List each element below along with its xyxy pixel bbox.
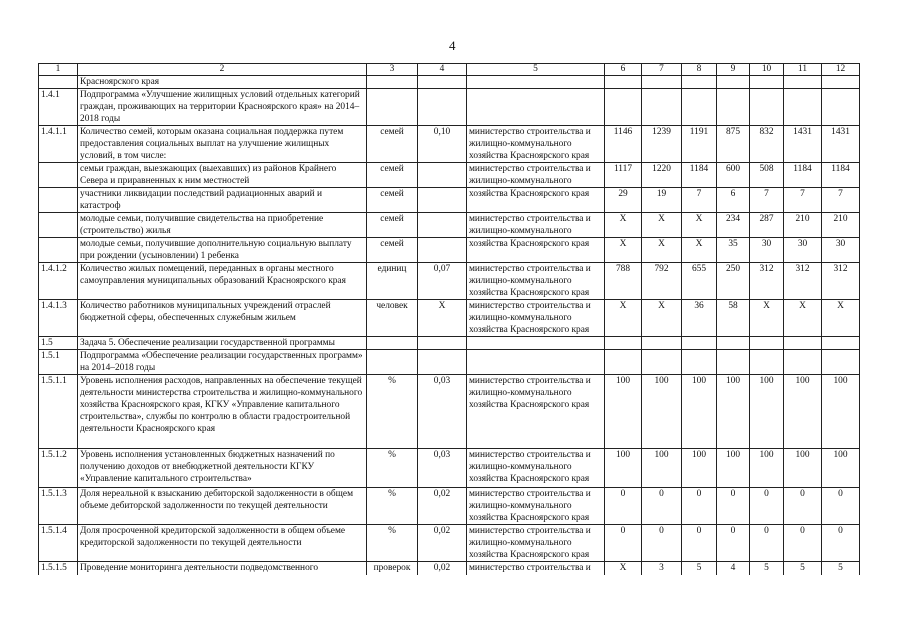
source-cell: министерство строительства и жилищно-коммунального хозяйства Красноярского края [467, 126, 605, 163]
column-number: 2 [78, 64, 367, 76]
value-cell [682, 337, 717, 350]
value-cell [822, 337, 860, 350]
value-cell: 0 [642, 488, 682, 525]
column-number: 9 [717, 64, 750, 76]
value-cell: 100 [750, 375, 784, 449]
row-number: 1.4.1.2 [39, 263, 78, 300]
row-number: 1.5.1.3 [39, 488, 78, 525]
row-number [39, 188, 78, 213]
column-number: 5 [467, 64, 605, 76]
row-number: 1.5 [39, 337, 78, 350]
value-cell [717, 89, 750, 126]
unit-cell: человек [367, 300, 418, 337]
indicator-name: участники ликвидации последствий радиационных аварий и катастроф [78, 188, 367, 213]
weight-cell: 0,03 [418, 449, 467, 488]
value-cell: 7 [750, 188, 784, 213]
indicator-name: семьи граждан, выезжающих (выехавших) из районов Крайнего Севера и приравненных к ним местностей [78, 163, 367, 188]
indicator-name: молодые семьи, получившие свидетельства на приобретение (строительство) жилья [78, 213, 367, 238]
source-cell: министерство строительства и жилищно-коммунального хозяйства Красноярского края [467, 375, 605, 449]
indicator-name: Количество жилых помещений, переданных в органы местного самоуправления муниципальных образований Красноярского края [78, 263, 367, 300]
weight-cell [418, 163, 467, 188]
value-cell: 0 [717, 488, 750, 525]
value-cell: 29 [605, 188, 642, 213]
unit-cell: единиц [367, 263, 418, 300]
value-cell: Х [682, 238, 717, 263]
table-row [39, 562, 860, 575]
unit-cell: % [367, 375, 418, 449]
table-row [39, 350, 860, 375]
indicator-name: Проведение мониторинга деятельности подведомственного [78, 562, 367, 575]
value-cell [605, 350, 642, 375]
value-cell: 0 [605, 488, 642, 525]
value-cell: 100 [682, 375, 717, 449]
weight-cell [418, 213, 467, 238]
column-number: 6 [605, 64, 642, 76]
indicator-name: Количество работников муниципальных учреждений отраслей бюджетной сферы, обеспеченных служебным жильем [78, 300, 367, 337]
table-row [39, 337, 860, 350]
column-number: 10 [750, 64, 784, 76]
indicator-name: Подпрограмма «Обеспечение реализации государственных программ» на 2014–2018 годы [78, 350, 367, 375]
value-cell: 58 [717, 300, 750, 337]
source-cell: министерство строительства и [467, 562, 605, 575]
value-cell: 100 [784, 375, 822, 449]
value-cell: 36 [682, 300, 717, 337]
row-number [39, 213, 78, 238]
value-cell: 287 [750, 213, 784, 238]
table-row [39, 263, 860, 300]
column-number: 7 [642, 64, 682, 76]
value-cell: 1184 [682, 163, 717, 188]
value-cell: Х [605, 300, 642, 337]
value-cell: 5 [822, 562, 860, 575]
indicator-name: Доля просроченной кредиторской задолженности в общем объеме кредиторской задолженности по текущей деятельности [78, 525, 367, 562]
value-cell [605, 76, 642, 89]
value-cell: 100 [717, 449, 750, 488]
column-number: 12 [822, 64, 860, 76]
value-cell: 875 [717, 126, 750, 163]
value-cell [642, 350, 682, 375]
value-cell: 312 [822, 263, 860, 300]
value-cell [784, 350, 822, 375]
row-number: 1.5.1.5 [39, 562, 78, 575]
value-cell: 35 [717, 238, 750, 263]
value-cell: 0 [784, 525, 822, 562]
page-number: 4 [449, 38, 456, 53]
value-cell: 210 [784, 213, 822, 238]
unit-cell: семей [367, 126, 418, 163]
value-cell: 600 [717, 163, 750, 188]
unit-cell: семей [367, 213, 418, 238]
source-cell: министерство строительства и жилищно-коммунального хозяйства Красноярского края [467, 300, 605, 337]
table-row [39, 300, 860, 337]
value-cell: 30 [822, 238, 860, 263]
source-cell [467, 76, 605, 89]
value-cell: 100 [642, 375, 682, 449]
column-number-row [39, 64, 860, 76]
value-cell: Х [682, 213, 717, 238]
value-cell [682, 76, 717, 89]
column-number: 8 [682, 64, 717, 76]
value-cell: 250 [717, 263, 750, 300]
value-cell: Х [784, 300, 822, 337]
source-cell [467, 337, 605, 350]
source-cell: министерство строительства и жилищно-коммунального [467, 213, 605, 238]
table-row [39, 89, 860, 126]
row-number [39, 76, 78, 89]
value-cell: 30 [750, 238, 784, 263]
value-cell [717, 350, 750, 375]
value-cell: 6 [717, 188, 750, 213]
value-cell: 508 [750, 163, 784, 188]
unit-cell: проверок [367, 562, 418, 575]
unit-cell: % [367, 488, 418, 525]
value-cell: 0 [682, 488, 717, 525]
row-number: 1.5.1.2 [39, 449, 78, 488]
column-number: 4 [418, 64, 467, 76]
indicator-name: молодые семьи, получившие дополнительную социальную выплату при рождении (усыновлении) 1 ребенка [78, 238, 367, 263]
value-cell: 100 [822, 449, 860, 488]
indicators-table [38, 63, 860, 575]
value-cell: 1117 [605, 163, 642, 188]
unit-cell [367, 76, 418, 89]
value-cell: 4 [717, 562, 750, 575]
value-cell: 7 [682, 188, 717, 213]
value-cell: 0 [750, 488, 784, 525]
value-cell: 1146 [605, 126, 642, 163]
value-cell: Х [750, 300, 784, 337]
value-cell: 788 [605, 263, 642, 300]
source-cell [467, 89, 605, 126]
weight-cell: 0,03 [418, 375, 467, 449]
column-number: 1 [39, 64, 78, 76]
row-number [39, 163, 78, 188]
value-cell: 19 [642, 188, 682, 213]
table-row [39, 76, 860, 89]
source-cell: хозяйства Красноярского края [467, 238, 605, 263]
weight-cell: 0,02 [418, 562, 467, 575]
value-cell: 100 [642, 449, 682, 488]
value-cell: 312 [750, 263, 784, 300]
source-cell: министерство строительства и жилищно-коммунального хозяйства Красноярского края [467, 525, 605, 562]
value-cell [750, 76, 784, 89]
unit-cell: семей [367, 238, 418, 263]
value-cell [642, 76, 682, 89]
indicator-name: Подпрограмма «Улучшение жилищных условий отдельных категорий граждан, проживающих на территории Красноярского края» на 2014–2018 годы [78, 89, 367, 126]
value-cell: 5 [682, 562, 717, 575]
row-number [39, 238, 78, 263]
value-cell: 0 [822, 525, 860, 562]
value-cell: 100 [784, 449, 822, 488]
value-cell: 1431 [822, 126, 860, 163]
value-cell: 0 [642, 525, 682, 562]
unit-cell: семей [367, 188, 418, 213]
value-cell: 210 [822, 213, 860, 238]
value-cell [642, 89, 682, 126]
value-cell: 30 [784, 238, 822, 263]
value-cell: Х [642, 238, 682, 263]
value-cell [717, 337, 750, 350]
column-number: 11 [784, 64, 822, 76]
table-row [39, 488, 860, 525]
value-cell [784, 337, 822, 350]
indicator-name: Уровень исполнения установленных бюджетных назначений по получению доходов от внебюджетной деятельности КГКУ «Управление капитального строительства» [78, 449, 367, 488]
source-cell [467, 350, 605, 375]
value-cell: 0 [750, 525, 784, 562]
row-number: 1.5.1 [39, 350, 78, 375]
table-row [39, 213, 860, 238]
value-cell: 5 [750, 562, 784, 575]
value-cell: 655 [682, 263, 717, 300]
source-cell: министерство строительства и жилищно-коммунального [467, 163, 605, 188]
column-number: 3 [367, 64, 418, 76]
value-cell [784, 76, 822, 89]
weight-cell: 0,02 [418, 488, 467, 525]
unit-cell: % [367, 449, 418, 488]
value-cell: 5 [784, 562, 822, 575]
indicator-name: Доля нереальной к взысканию дебиторской задолженности в общем объеме дебиторской задолженности по текущей деятельности [78, 488, 367, 525]
table-row [39, 163, 860, 188]
indicator-name: Задача 5. Обеспечение реализации государственной программы [78, 337, 367, 350]
table-row [39, 126, 860, 163]
value-cell: Х [642, 300, 682, 337]
table-row [39, 238, 860, 263]
value-cell [784, 89, 822, 126]
value-cell [822, 76, 860, 89]
value-cell: 234 [717, 213, 750, 238]
value-cell: Х [605, 238, 642, 263]
value-cell: 832 [750, 126, 784, 163]
table-row [39, 525, 860, 562]
value-cell: Х [605, 562, 642, 575]
value-cell [750, 89, 784, 126]
value-cell: 0 [717, 525, 750, 562]
value-cell: 1431 [784, 126, 822, 163]
weight-cell [418, 188, 467, 213]
source-cell: министерство строительства и жилищно-коммунального хозяйства Красноярского края [467, 488, 605, 525]
value-cell [642, 337, 682, 350]
row-number: 1.5.1.1 [39, 375, 78, 449]
unit-cell: % [367, 525, 418, 562]
weight-cell [418, 238, 467, 263]
value-cell: 312 [784, 263, 822, 300]
weight-cell: 0,02 [418, 525, 467, 562]
table-row [39, 188, 860, 213]
source-cell: министерство строительства и жилищно-коммунального хозяйства Красноярского края [467, 449, 605, 488]
value-cell: 100 [717, 375, 750, 449]
indicator-name: Красноярского края [78, 76, 367, 89]
value-cell [822, 89, 860, 126]
value-cell: 100 [682, 449, 717, 488]
value-cell [682, 89, 717, 126]
weight-cell [418, 350, 467, 375]
value-cell: 100 [822, 375, 860, 449]
value-cell: Х [822, 300, 860, 337]
weight-cell [418, 89, 467, 126]
value-cell [750, 337, 784, 350]
value-cell: 100 [605, 449, 642, 488]
row-number: 1.4.1.3 [39, 300, 78, 337]
unit-cell [367, 337, 418, 350]
value-cell [750, 350, 784, 375]
value-cell: 0 [822, 488, 860, 525]
weight-cell: 0,10 [418, 126, 467, 163]
value-cell: 1184 [784, 163, 822, 188]
value-cell: 1220 [642, 163, 682, 188]
value-cell [717, 76, 750, 89]
unit-cell [367, 89, 418, 126]
unit-cell [367, 350, 418, 375]
row-number: 1.4.1.1 [39, 126, 78, 163]
source-cell: министерство строительства и жилищно-коммунального хозяйства Красноярского края [467, 263, 605, 300]
value-cell: 100 [750, 449, 784, 488]
unit-cell: семей [367, 163, 418, 188]
value-cell: 0 [784, 488, 822, 525]
table-row [39, 449, 860, 488]
value-cell [822, 350, 860, 375]
weight-cell [418, 76, 467, 89]
row-number: 1.4.1 [39, 89, 78, 126]
value-cell [605, 89, 642, 126]
value-cell: 0 [605, 525, 642, 562]
weight-cell: Х [418, 300, 467, 337]
value-cell: 1239 [642, 126, 682, 163]
value-cell: 100 [605, 375, 642, 449]
indicator-name: Уровень исполнения расходов, направленных на обеспечение текущей деятельности министерства строительства и жилищно-коммунального хозяйства Красноярского края, КГКУ «Управление капитального строительства», службы по контролю в области градостроительной деятельности Красноярского края [78, 375, 367, 449]
value-cell: Х [605, 213, 642, 238]
value-cell: Х [642, 213, 682, 238]
value-cell: 7 [784, 188, 822, 213]
value-cell: 1184 [822, 163, 860, 188]
row-number: 1.5.1.4 [39, 525, 78, 562]
value-cell [682, 350, 717, 375]
weight-cell [418, 337, 467, 350]
table-row [39, 375, 860, 449]
value-cell: 7 [822, 188, 860, 213]
indicator-name: Количество семей, которым оказана социальная поддержка путем предоставления социальных выплат на улучшение жилищных условий, в том числе: [78, 126, 367, 163]
source-cell: хозяйства Красноярского края [467, 188, 605, 213]
value-cell: 0 [682, 525, 717, 562]
value-cell: 3 [642, 562, 682, 575]
weight-cell: 0,07 [418, 263, 467, 300]
value-cell: 1191 [682, 126, 717, 163]
value-cell [605, 337, 642, 350]
value-cell: 792 [642, 263, 682, 300]
